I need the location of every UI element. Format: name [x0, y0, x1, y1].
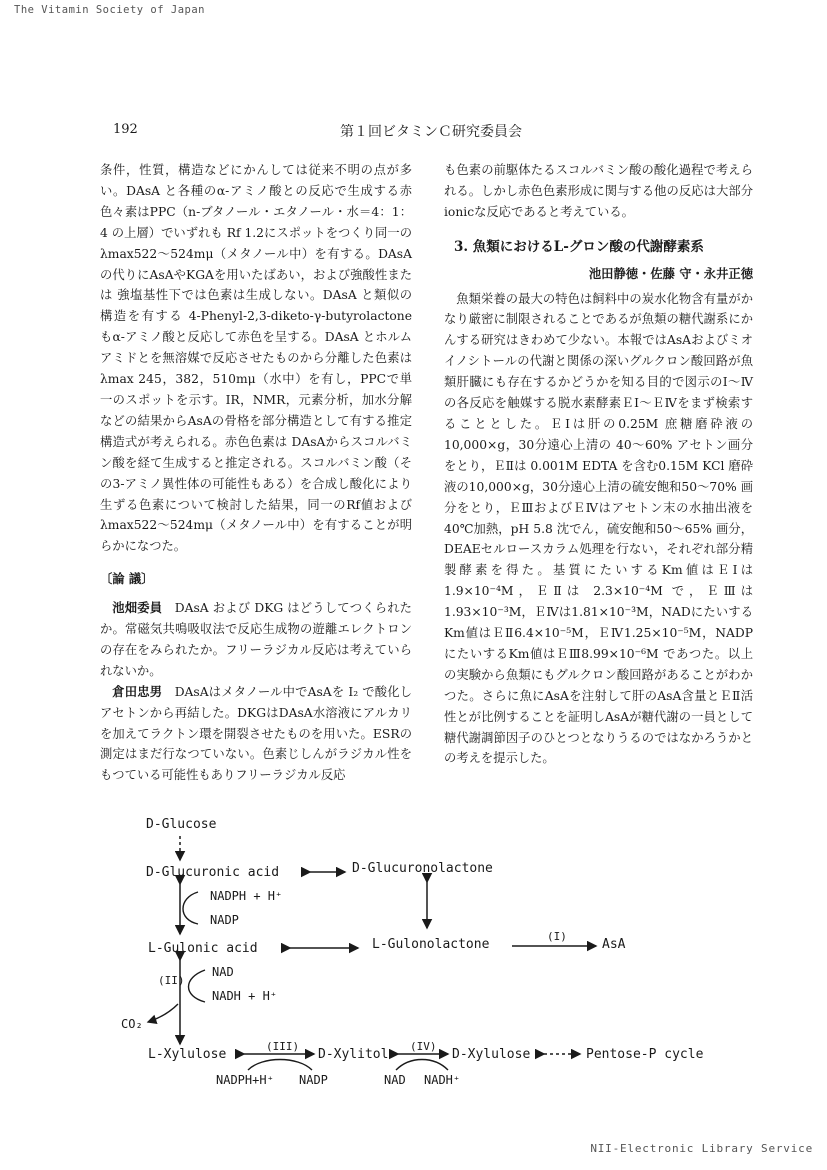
glucuronic-acid-pathway-diagram: [0, 800, 827, 1110]
node-d-glucuronic-acid: D-Glucuronic acid: [146, 865, 280, 880]
cofactor-nadph-h-1: NADPH + H⁺: [210, 889, 283, 903]
node-d-glucuronolactone: D-Glucuronolactone: [352, 861, 493, 876]
discussion-entry-1: [100, 598, 412, 682]
node-l-xylulose: L-Xylulose: [148, 1047, 227, 1062]
society-header: The Vitamin Society of Japan: [14, 4, 206, 16]
cofactor-nadh-h-1: NADH + H⁺: [212, 989, 278, 1003]
section-title: 3. 魚類におけるL-グロン酸の代謝酵素系: [454, 238, 704, 255]
right-continuation: も色素の前駆体たるスコルバミン酸の酸化過程で考えられる。しかし赤色色素形成に関与する他の反応は大部分ionicな反応であると考えている。: [444, 163, 753, 219]
node-d-glucose: D-Glucose: [146, 817, 217, 832]
cofactor-nadph-h-2: NADPH+H⁺: [216, 1073, 274, 1087]
speaker-name: 倉田忠男: [112, 683, 163, 699]
cofactor-nad-1: NAD: [212, 965, 234, 979]
node-asa: AsA: [602, 937, 626, 952]
node-d-xylitol: D-Xylitol: [318, 1047, 389, 1062]
cofactor-nadh-2: NADH⁺: [424, 1073, 461, 1087]
cofactor-nad-2: NAD: [384, 1073, 406, 1087]
cofactor-curve-3: [248, 1060, 312, 1071]
cofactor-curve-1: [183, 892, 198, 924]
step-label-ii: (II): [158, 974, 185, 987]
discussion-heading: 〔論 議〕: [100, 571, 154, 587]
step-label-iv: (IV): [410, 1040, 437, 1053]
node-l-gulonic-acid: L-Gulonic acid: [148, 941, 258, 956]
speaker-remark: DAsA および DKG はどうしてつくられたか。常磁気共鳴吸収法で反応生成物の遊離エレクトロンの存在をみられたか。フリーラジカル反応は考えていられないか。: [100, 601, 412, 678]
speaker-remark: DAsAはメタノール中でAsAを I₂ で酸化しアセトンから再結した。DKGはDAsA水溶液にアルカリを加えてラクトン環を開裂させたものを用いた。ESRの測定はまだ行なつていない。色素じしんがラジカル性をもつている可能性もありフリーラジカル反応: [100, 684, 412, 783]
left-column: [100, 160, 412, 786]
node-pentose-p-cycle: Pentose-P cycle: [586, 1047, 704, 1062]
step-label-iii: (III): [266, 1040, 300, 1053]
cofactor-curve-4: [396, 1060, 448, 1071]
section-body: 魚類栄養の最大の特色は飼料中の炭水化物含有量がかなり厳密に制限されることであるが魚類の糖代謝系にかんする研究はきわめて少ない。本報ではAsAおよびミオイノシトールの代謝と関係の深いグルクロン酸回路が魚類肝臓にも存在するかどうかを知る目的で図示のⅠ～Ⅳの各反応を触媒する脱水素酵素ＥⅠ～ＥⅣをまず検索することとした。ＥⅠは肝の0.25M 庶糖磨砕液の 10,000×g，30分遠心上清の 40～60% アセトン画分をとり，ＥⅡは 0.001M EDTA を含む0.15M KCl 磨砕液の10,000×g，30分遠心上清の硫安飽和50～70% 画分をとり，ＥⅢおよびＥⅣはアセトン末の水抽出液を40℃加熱，pH 5.8 沈でん，硫安飽和50～65% 画分，DEAEセルロースカラム処理を行ない，それぞれ部分精製酵素を得た。基質にたいするKm値はＥⅠは1.9×10⁻⁴M，ＥⅡは 2.3×10⁻⁴M で，ＥⅢは 1.93×10⁻³M，ＥⅣは1.81×10⁻³M，NADにたいするKm値はＥⅡ6.4×10⁻⁵M，ＥⅣ1.25×10⁻⁵M，NADPにたいするKm値はＥⅢ8.99×10⁻⁶M であつた。以上の実験から魚類にもグルクロン酸回路があることがわかつた。さらに魚にAsAを注射して肝のAsA含量とＥⅡ活性とが比例することを証明しAsAが糖代謝の一員として糖代謝調節因子のひとつとなりうるのではなかろうかとの考えを提示した。: [444, 291, 753, 766]
page-number: 192: [113, 122, 138, 137]
library-footer: NII-Electronic Library Service: [590, 1142, 813, 1155]
cofactor-nadp-2: NADP: [299, 1073, 328, 1087]
authors: 池田静徳・佐藤 守・永井正徳: [588, 265, 753, 281]
right-column: [444, 160, 753, 769]
node-l-gulonolactone: L-Gulonolactone: [372, 937, 490, 952]
node-d-xylulose: D-Xylulose: [452, 1047, 531, 1062]
speaker-name: 池畑委員: [112, 600, 163, 616]
co2-release-curve: [148, 1004, 178, 1022]
running-title: 第１回ビタミンＣ研究委員会: [340, 124, 522, 140]
step-label-i: (I): [547, 930, 567, 943]
discussion-entry-2: [100, 682, 412, 787]
cofactor-curve-2: [189, 970, 206, 1002]
cofactor-nadp-1: NADP: [210, 913, 239, 927]
node-co2: CO₂: [121, 1017, 143, 1031]
left-paragraph-1: 条件，性質，構造などにかんしては従来不明の点が多い。DAsA と各種のα-アミノ酸との反応で生成する赤色々素はPPC（n-ブタノール・エタノール・水＝4：1：4 の上層）でいずれも Rf 1.2にスポットをつくり同一の λmax522～524mμ（メタノール中）を有する。DAsAの代りにAsAやKGAを用いたばあい，および強酸性または 強塩基性下では色素は生成しない。DAsA と類似の構造を有する 4-Phenyl-2,3-diketo-γ-butyrolactone もα-アミノ酸と反応して赤色を呈する。DAsA とホルムアミドとを無溶媒で反応させたものから分離した色素は λmax 245，382，510mμ（水中）を有し，PPCで単一のスポットを示す。IR，NMR，元素分析，加水分解などの結果からAsAの骨格を部分構造として有する推定構造式が考えられる。赤色色素は DAsAからスコルバミン酸を経て生成すると推定される。スコルバミン酸（その3-アミノ異性体の可能性もある）を合成し酸化により生ずる色素について検討した結果，同一のRf値および λmax522～524mμ（メタノール中）を有することが明らかになつた。: [100, 163, 412, 554]
